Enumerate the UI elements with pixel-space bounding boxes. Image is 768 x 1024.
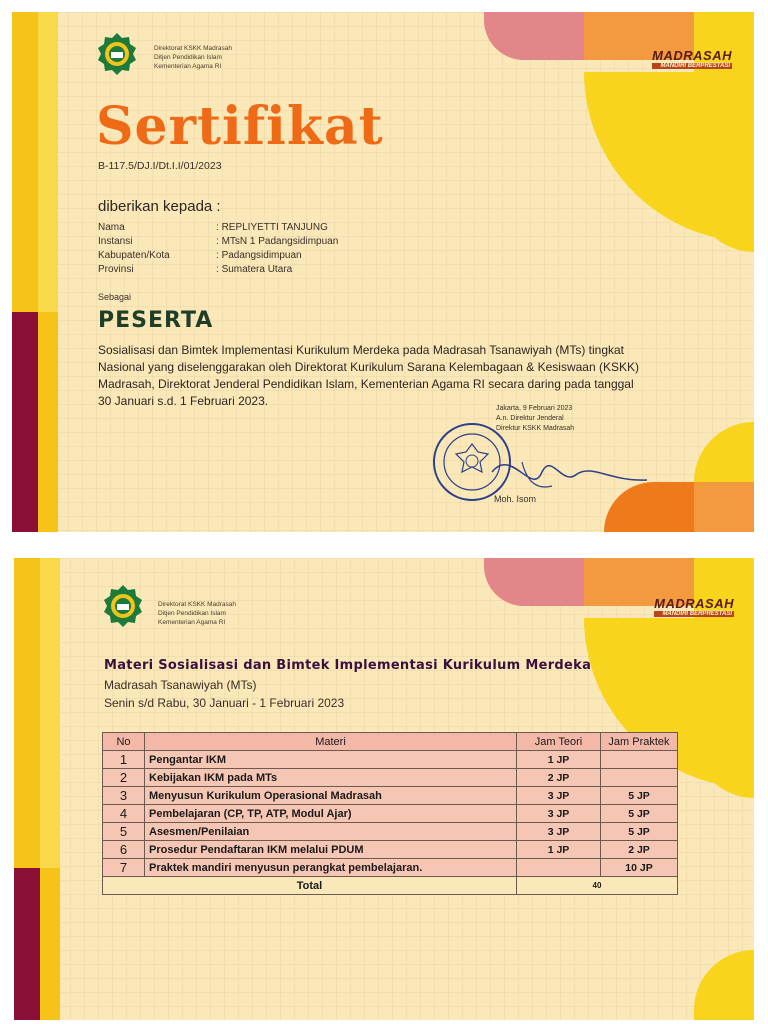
left-light-band	[38, 12, 58, 312]
col-praktek-header: Jam Praktek	[601, 733, 678, 751]
org-name: Direktorat KSKK Madrasah Ditjen Pendidikan Islam Kementerian Agama RI	[154, 45, 233, 70]
certificate-number: B-117.5/DJ.I/Dt.I.I/01/2023	[98, 160, 222, 172]
total-label: Total	[103, 877, 517, 895]
bottom-right-orange2-shape	[694, 482, 754, 532]
certificate-body: Sosialisasi dan Bimtek Implementasi Kurikulum Merdeka pada Madrasah Tsanawiyah (MTs) tingkat Nasional yang diselenggarakan oleh Direktorat Kurikulum Sarana Kelembagaan & Kesiswaan (KSKK) Madrasah, Direktorat Jenderal Pendidikan Islam, Kementerian Agama RI secara daring pada tanggal 30 Januari s.d. 1 Februari 2023.	[98, 343, 639, 408]
materials-table	[102, 732, 678, 895]
signature-icon	[482, 442, 652, 502]
agenda-title: Materi Sosialisasi dan Bimtek Implementasi Kurikulum Merdeka	[104, 658, 592, 673]
table-row: 1 Pengantar IKM 1 JP	[103, 751, 678, 769]
bottom-right-yellow-shape	[694, 950, 754, 1020]
agenda-page	[14, 558, 754, 1020]
table-row: 7 Praktek mandiri menyusun perangkat pembelajaran. 10 JP	[103, 859, 678, 877]
certificate-title: Sertifikat	[96, 96, 384, 157]
table-row: 4 Pembelajaran (CP, TP, ATP, Modul Ajar) 3 JP 5 JP	[103, 805, 678, 823]
given-to-label: diberikan kepada :	[98, 198, 221, 215]
bottom-right-yellow-shape	[694, 422, 754, 482]
org-name: Direktorat KSKK Madrasah Ditjen Pendidikan Islam Kementerian Agama RI	[158, 601, 237, 626]
role-title: PESERTA	[98, 308, 214, 333]
table-row: 6 Prosedur Pendaftaran IKM melalui PDUM 1 JP 2 JP	[103, 841, 678, 859]
agenda-date: Senin s/d Rabu, 30 Januari - 1 Februari 2023	[104, 696, 345, 710]
kemenag-logo-icon	[100, 584, 146, 628]
agenda-subtitle: Madrasah Tsanawiyah (MTs)	[104, 678, 257, 692]
signer-name: Moh. Isom	[494, 494, 537, 504]
table-row: 2 Kebijakan IKM pada MTs 2 JP	[103, 769, 678, 787]
recipient-fields	[98, 222, 338, 278]
as-label: Sebagai	[98, 292, 132, 302]
madrasah-brand: MADRASAH MANDIRI BERPRESTASI	[654, 596, 734, 617]
col-teori-header: Jam Teori	[517, 733, 601, 751]
left-maroon-band	[14, 868, 40, 1020]
field-row: Nama : REPLIYETTI TANJUNG	[98, 222, 338, 236]
certificate-page	[12, 12, 754, 532]
kemenag-logo-icon	[94, 32, 140, 76]
total-value: 40	[517, 877, 678, 895]
table-row: 5 Asesmen/Penilaian 3 JP 5 JP	[103, 823, 678, 841]
signature-block: Jakarta, 9 Februari 2023 A.n. Direktur Jenderal Direktur KSKK Madrasah	[496, 405, 575, 432]
madrasah-brand: MADRASAH MANDIRI BERPRESTASI	[652, 48, 732, 69]
table-row: 3 Menyusun Kurikulum Operasional Madrasah 3 JP 5 JP	[103, 787, 678, 805]
left-light-band	[40, 558, 60, 868]
left-maroon-band	[12, 312, 38, 532]
field-row: Kabupaten/Kota : Padangsidimpuan	[98, 250, 338, 264]
table-header-row	[103, 733, 678, 751]
col-materi-header: Materi	[145, 733, 517, 751]
table-total-row	[103, 877, 678, 895]
field-row: Instansi : MTsN 1 Padangsidimpuan	[98, 236, 338, 250]
col-no-header: No	[103, 733, 145, 751]
right-yellow-strip	[694, 558, 754, 798]
field-row: Provinsi : Sumatera Utara	[98, 264, 338, 278]
